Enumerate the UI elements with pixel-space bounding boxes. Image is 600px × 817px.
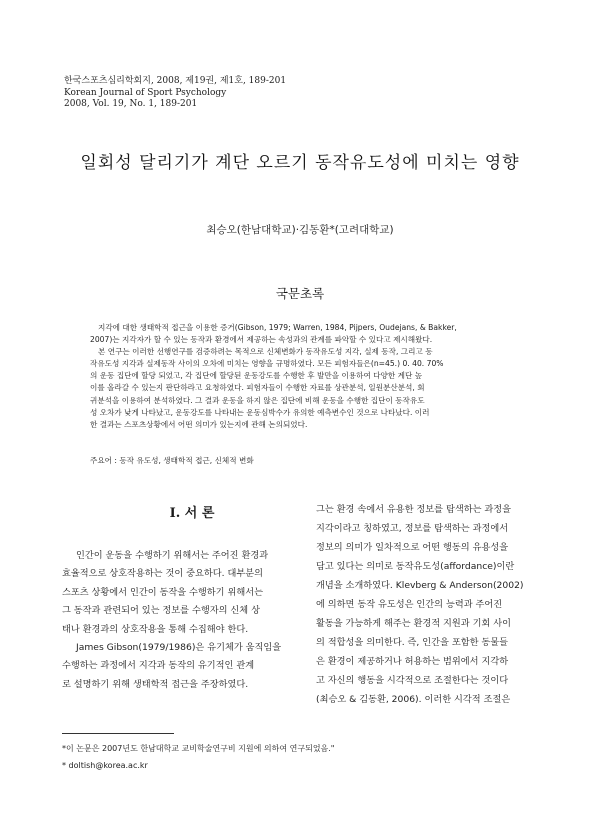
paragraph-line: 수행하는 과정에서 지각과 동작의 유기적인 관계 (62, 660, 255, 672)
paragraph-line: 스포츠 상황에서 인간이 동작을 수행하기 위해서는 (62, 586, 263, 598)
abstract-line: 한 결과는 스포츠상황에서 어떤 의미가 있는지에 관해 논의되었다. (90, 419, 308, 429)
paragraph-line: 로 설명하기 위해 생태학적 접근을 주장하였다. (62, 678, 249, 690)
paragraph-line: 은 환경이 제공하거나 허용하는 범위에서 지각하 (316, 656, 509, 667)
section-heading: I. 서 론 (169, 506, 215, 521)
paragraph-line: (최승오 & 김동환, 2006). 이러한 시각적 조절은 (316, 694, 511, 705)
paragraph-line: 고 자신의 행동을 시각적으로 조절한다는 것이다 (316, 675, 509, 686)
abstract-line: 귀분석을 이용하여 분석하였다. 그 결과 운동을 하지 않은 집단에 비해 운동을 수행한 집단이 동작유도 (90, 395, 425, 405)
right-column (316, 500, 550, 709)
keywords: 주요어 : 동작 유도성, 생태학적 접근, 신체적 변화 (90, 456, 254, 465)
left-column-text (62, 547, 292, 694)
email-footnote: * doltish@korea.ac.kr (62, 761, 148, 770)
paragraph-line: 인간이 운동을 수행하기 위해서는 주어진 환경과 (76, 550, 269, 561)
paragraph-line: 정보의 의미가 일차적으로 어떤 행동의 유용성을 (316, 542, 509, 553)
paragraph-line: 에 의하면 동작 유도성은 인간의 능력과 주어진 (316, 599, 503, 610)
footnotes (62, 740, 335, 774)
abstract (90, 322, 510, 431)
right-column-text (316, 500, 550, 709)
abstract-heading: 국문초록 (275, 286, 325, 301)
abstract-line: 성 오차가 낮게 나타났고, 운동강도를 나타내는 운동심박수가 유의한 예측변수인 것으로 나타났다. 이러 (90, 407, 430, 417)
journal-line-english: Korean Journal of Sport Psychology (64, 87, 227, 98)
paragraph-line: 태나 환경과의 상호작용을 통해 수집해야 한다. (62, 623, 249, 635)
paragraph-line: 활동을 가능하게 해주는 환경적 지원과 기회 사이 (316, 618, 512, 629)
paragraph-line: 의 적합성을 의미한다. 즉, 인간을 포함한 동물들 (316, 637, 508, 648)
abstract-line: 의 운동 집단에 할당 되었고, 각 집단에 할당된 운동강도를 수행한 후 발만을 이용하여 다양한 계단 높 (90, 371, 423, 381)
paragraph-line: 그 동작과 관련되어 있는 정보를 수행자의 신체 상 (62, 605, 260, 617)
paper-title: 일회성 달리기가 계단 오르기 동작유도성에 미치는 영향 (80, 153, 520, 173)
abstract-line: 본 연구는 이러한 선행연구를 검증하려는 목적으로 신체변화가 동작유도성 지각, 실제 동작, 그리고 동 (98, 347, 433, 357)
paragraph-line: 그는 환경 속에서 유용한 정보를 탐색하는 과정을 (316, 504, 512, 515)
journal-citation (64, 76, 286, 111)
funding-footnote: *이 논문은 2007년도 한남대학교 교비학술연구비 지원에 의하여 연구되었음." (62, 744, 335, 753)
journal-line-volume: 2008, Vol. 19, No. 1, 189-201 (64, 99, 198, 109)
journal-line-korean: 한국스포츠심리학회지, 2008, 제19권, 제1호, 189-201 (64, 76, 287, 86)
paragraph-line: 개념을 소개하였다. Klevberg & Anderson(2002) (316, 580, 524, 591)
paragraph-line: 지각이라고 칭하였고, 정보를 탐색하는 과정에서 (316, 523, 509, 534)
author-line: 최승오(한남대학교)·김동환*(고려대학교) (206, 224, 394, 236)
abstract-line: 지각에 대한 생태학적 접근을 이용한 증거(Gibson, 1979; Warren, 1984, Pijpers, Oudejans, & Bakker, (98, 323, 457, 332)
paragraph-line: 담고 있다는 의미로 동작유도성(affordance)이란 (316, 561, 515, 572)
paragraph-line: James Gibson(1979/1986)은 유기체가 움직임을 (76, 642, 282, 654)
abstract-line: 2007)는 지각자가 할 수 있는 동작과 환경에서 제공하는 속성과의 관계를 파악할 수 있다고 제시해왔다. (90, 335, 433, 345)
abstract-line: 이를 올라갈 수 있는지 판단하라고 요청하였다. 피험자들이 수행한 자료를 상관분석, 일원분산분석, 회 (90, 383, 425, 393)
abstract-line: 작유도성 지각과 실제동작 사이의 오차에 미치는 영향을 규명하였다. 모든 피험자들은(n=45.) 0. 40. 70% (90, 359, 444, 369)
paragraph-line: 효율적으로 상호작용하는 것이 중요하다. 대부분의 (62, 568, 263, 580)
footnote-divider (62, 733, 174, 734)
left-column (62, 502, 292, 694)
